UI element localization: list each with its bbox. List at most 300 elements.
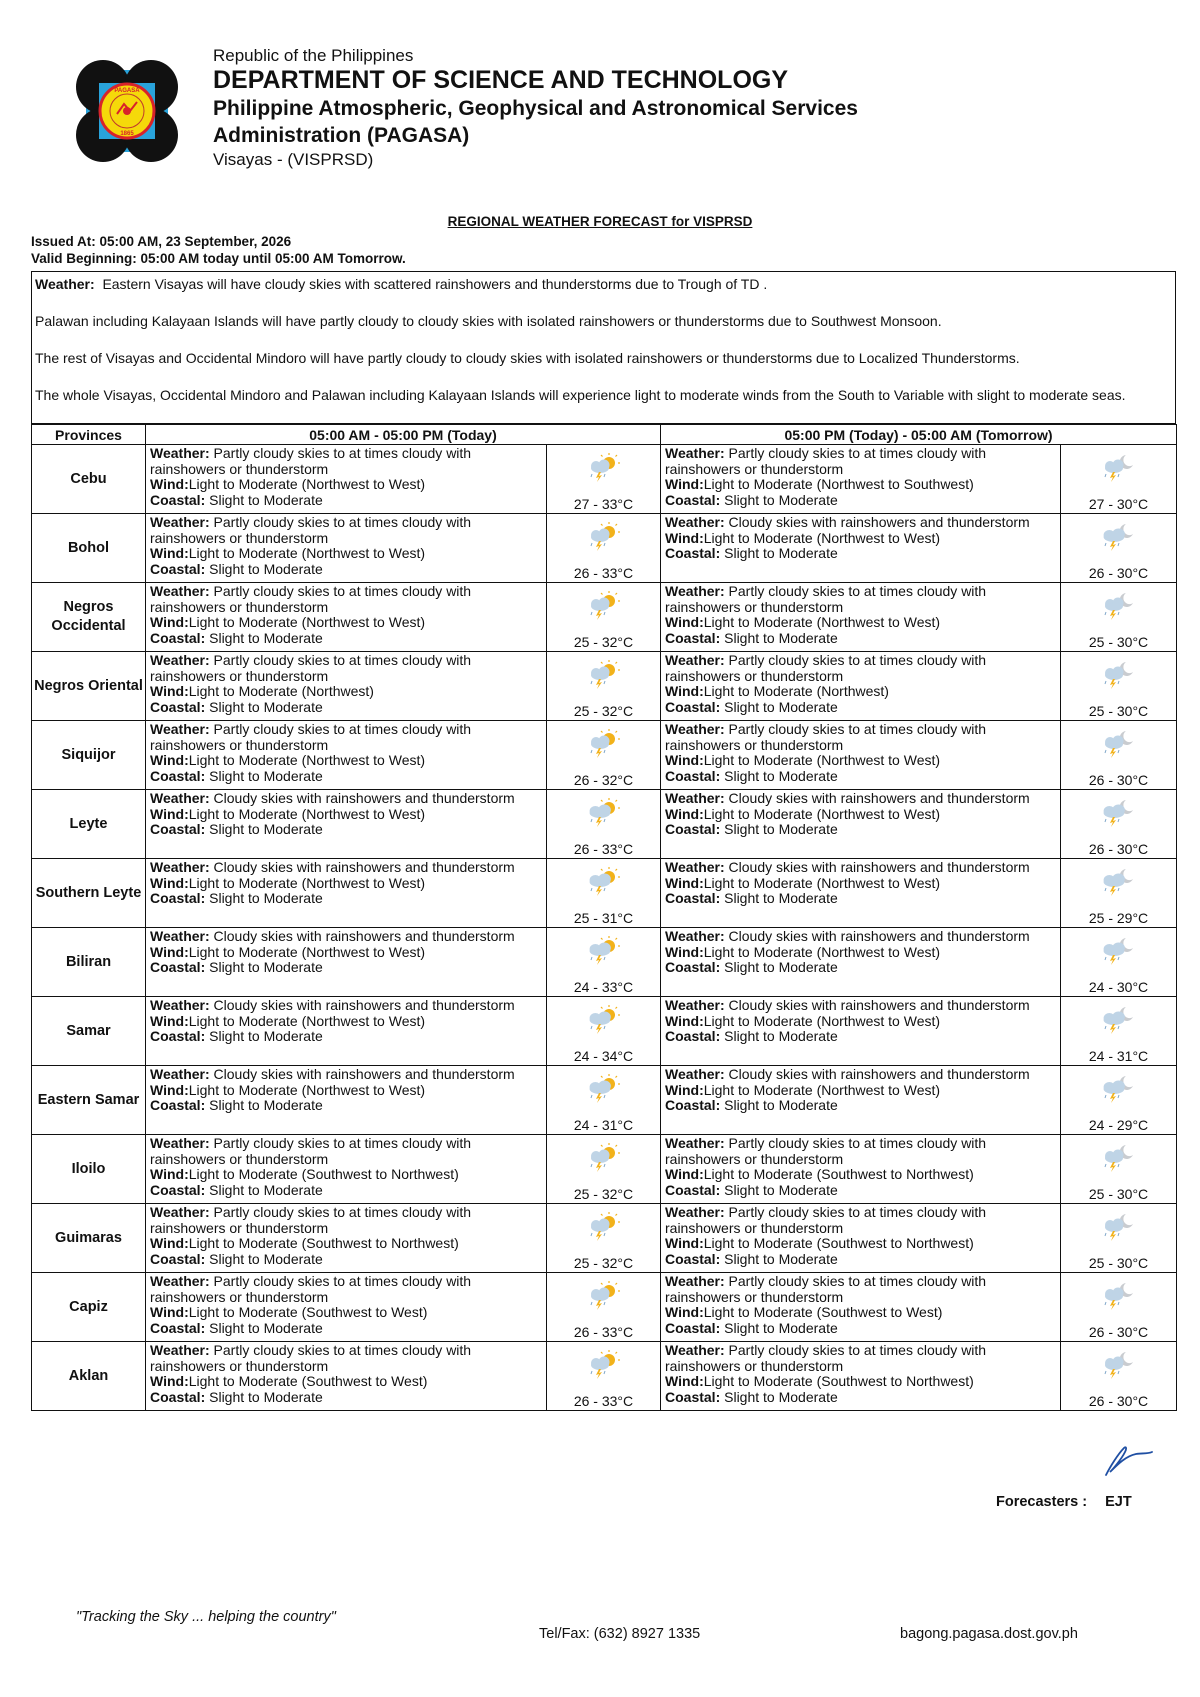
day-temperature: 27 - 33°C — [573, 496, 634, 512]
field-value: Light to Moderate (Southwest to West) — [703, 1304, 943, 1320]
day-forecast — [146, 790, 547, 859]
field-value: Light to Moderate (Northwest to West) — [703, 874, 941, 891]
day-forecast — [146, 514, 547, 583]
field-label: Weather: — [665, 652, 725, 668]
field-value: Slight to Moderate — [209, 491, 323, 508]
day-icon-temp — [547, 583, 661, 652]
field-label: Weather: — [665, 1066, 725, 1082]
tagline: "Tracking the Sky ... helping the country" — [76, 1609, 336, 1625]
field-label: Weather: — [150, 1135, 210, 1151]
night-icon-temp — [1061, 1204, 1177, 1273]
day-icon-temp — [547, 445, 661, 514]
day-forecast — [146, 721, 547, 790]
letterhead — [213, 46, 1113, 170]
field-label: Weather: — [665, 721, 725, 737]
field-value: Light to Moderate (Northwest to West) — [703, 1081, 941, 1098]
summary-label: Weather: — [35, 276, 95, 292]
field-value: Cloudy skies with rainshowers and thunderstorm — [213, 928, 515, 944]
partly-cloudy-sun-thunder-icon — [585, 660, 621, 690]
night-forecast — [661, 1204, 1061, 1273]
night-temperature: 26 - 30°C — [1088, 841, 1149, 857]
day-temperature: 25 - 31°C — [573, 910, 634, 926]
day-temperature: 26 - 33°C — [573, 1324, 634, 1340]
table-row — [32, 721, 1177, 790]
night-icon-temp — [1061, 652, 1177, 721]
field-value: Partly cloudy skies to at times cloudy with rainshowers or thunderstorm — [665, 1342, 987, 1374]
field-value: Slight to Moderate — [209, 1250, 323, 1267]
field-label: Wind: — [150, 1373, 189, 1389]
field-value: Light to Moderate (Northwest to West) — [188, 1081, 426, 1098]
day-temperature: 24 - 34°C — [573, 1048, 634, 1064]
cloudy-moon-thunder-icon — [1099, 936, 1135, 966]
field-label: Weather: — [665, 514, 725, 530]
field-value: Slight to Moderate — [724, 1028, 838, 1044]
field-label: Weather: — [150, 1342, 210, 1358]
department-name: DEPARTMENT OF SCIENCE AND TECHNOLOGY — [213, 66, 789, 94]
night-forecast — [661, 514, 1061, 583]
table-row — [32, 790, 1177, 859]
province-name: Negros Occidental — [32, 583, 146, 652]
field-value: Slight to Moderate — [724, 890, 838, 906]
field-value: Light to Moderate (Northwest to West) — [703, 943, 941, 960]
field-value: Slight to Moderate — [724, 1097, 838, 1113]
field-label: Weather: — [150, 1273, 210, 1289]
report-title: REGIONAL WEATHER FORECAST for VISPRSD — [447, 214, 753, 229]
partly-cloudy-moon-thunder-icon — [1099, 591, 1135, 621]
office-name: Visayas - (VISPRSD) — [213, 150, 374, 169]
night-forecast — [661, 1273, 1061, 1342]
field-value: Cloudy skies with rainshowers and thunderstorm — [213, 859, 515, 875]
field-label: Weather: — [150, 583, 210, 599]
day-temperature: 26 - 33°C — [573, 565, 634, 581]
cloudy-moon-thunder-icon — [1099, 798, 1135, 828]
agency-name-line2: Administration (PAGASA) — [213, 124, 470, 147]
field-label: Weather: — [150, 721, 210, 737]
field-label: Coastal: — [665, 1250, 721, 1267]
cloudy-moon-thunder-icon — [1099, 522, 1135, 552]
day-forecast — [146, 1273, 547, 1342]
table-row — [32, 1066, 1177, 1135]
province-name: Iloilo — [32, 1135, 146, 1204]
field-value: Slight to Moderate — [724, 1250, 838, 1267]
field-value: Slight to Moderate — [209, 1028, 323, 1044]
field-value: Cloudy skies with rainshowers and thunderstorm — [728, 997, 1030, 1013]
night-temperature: 25 - 29°C — [1088, 910, 1149, 926]
field-label: Wind: — [150, 476, 189, 492]
province-name: Capiz — [32, 1273, 146, 1342]
field-value: Slight to Moderate — [724, 545, 838, 561]
field-value: Partly cloudy skies to at times cloudy with rainshowers or thunderstorm — [150, 1204, 472, 1236]
cloudy-moon-thunder-icon — [1099, 1005, 1135, 1035]
field-label: Weather: — [150, 652, 210, 668]
field-value: Partly cloudy skies to at times cloudy with rainshowers or thunderstorm — [665, 721, 987, 753]
table-row — [32, 928, 1177, 997]
province-name: Samar — [32, 997, 146, 1066]
day-forecast — [146, 652, 547, 721]
field-label: Weather: — [150, 1066, 210, 1082]
field-value: Slight to Moderate — [724, 629, 838, 646]
day-temperature: 26 - 33°C — [573, 1393, 634, 1409]
night-forecast — [661, 445, 1061, 514]
day-temperature: 24 - 31°C — [573, 1117, 634, 1133]
night-icon-temp — [1061, 514, 1177, 583]
day-temperature: 26 - 32°C — [573, 772, 634, 788]
partly-cloudy-sun-thunder-icon — [585, 1143, 621, 1173]
day-forecast — [146, 928, 547, 997]
field-label: Wind: — [665, 529, 704, 546]
field-value: Partly cloudy skies to at times cloudy with rainshowers or thunderstorm — [150, 652, 472, 684]
field-value: Light to Moderate (Northwest) — [703, 683, 889, 699]
field-label: Coastal: — [150, 1319, 206, 1336]
summary-paragraph-1: Eastern Visayas will have cloudy skies with scattered rainshowers and thunderstorms due to Trough of TD . — [102, 276, 768, 292]
forecaster-signature — [1096, 1442, 1154, 1478]
cloudy-sun-thunder-icon — [585, 936, 621, 966]
field-label: Wind: — [150, 874, 189, 891]
cloudy-sun-thunder-icon — [585, 1005, 621, 1035]
field-value: Light to Moderate (Northwest to West) — [703, 805, 941, 822]
field-value: Light to Moderate (Northwest to Southwest) — [703, 476, 974, 492]
field-label: Wind: — [665, 1166, 704, 1182]
field-value: Light to Moderate (Northwest to West) — [703, 614, 941, 630]
province-name: Negros Oriental — [32, 652, 146, 721]
night-temperature: 25 - 30°C — [1088, 634, 1149, 650]
field-value: Light to Moderate (Northwest to West) — [188, 614, 426, 630]
field-value: Slight to Moderate — [724, 767, 838, 784]
night-icon-temp — [1061, 1066, 1177, 1135]
field-value: Light to Moderate (Northwest to West) — [703, 529, 941, 546]
night-icon-temp — [1061, 1273, 1177, 1342]
day-icon-temp — [547, 928, 661, 997]
field-label: Coastal: — [150, 491, 206, 508]
field-label: Wind: — [150, 1235, 189, 1251]
field-label: Weather: — [150, 445, 210, 461]
field-label: Wind: — [665, 476, 704, 492]
field-label: Coastal: — [150, 767, 206, 784]
night-temperature: 25 - 30°C — [1088, 703, 1149, 719]
field-value: Cloudy skies with rainshowers and thunderstorm — [728, 514, 1030, 530]
field-label: Wind: — [150, 683, 189, 699]
day-icon-temp — [547, 790, 661, 859]
field-label: Weather: — [665, 790, 725, 806]
table-row — [32, 445, 1177, 514]
night-forecast — [661, 928, 1061, 997]
night-icon-temp — [1061, 721, 1177, 790]
header-night-period: 05:00 PM (Today) - 05:00 AM (Tomorrow) — [661, 425, 1177, 445]
field-value: Light to Moderate (Southwest to West) — [188, 1304, 428, 1320]
table-row — [32, 514, 1177, 583]
field-value: Light to Moderate (Southwest to Northwest) — [188, 1235, 459, 1251]
field-label: Coastal: — [150, 1097, 206, 1113]
field-value: Slight to Moderate — [209, 1097, 323, 1113]
night-forecast — [661, 721, 1061, 790]
field-label: Coastal: — [665, 1097, 721, 1113]
header-provinces: Provinces — [32, 425, 146, 445]
weather-summary — [31, 271, 1176, 424]
night-forecast — [661, 859, 1061, 928]
field-label: Weather: — [150, 997, 210, 1013]
field-value: Slight to Moderate — [724, 1319, 838, 1336]
field-label: Weather: — [150, 514, 210, 530]
field-label: Coastal: — [150, 1250, 206, 1267]
field-value: Partly cloudy skies to at times cloudy with rainshowers or thunderstorm — [150, 721, 472, 753]
field-value: Partly cloudy skies to at times cloudy with rainshowers or thunderstorm — [665, 1273, 987, 1305]
svg-text:PAGASA: PAGASA — [114, 88, 140, 94]
field-value: Partly cloudy skies to at times cloudy with rainshowers or thunderstorm — [665, 1135, 987, 1167]
night-forecast — [661, 997, 1061, 1066]
field-label: Wind: — [150, 1304, 189, 1320]
day-icon-temp — [547, 721, 661, 790]
cloudy-sun-thunder-icon — [585, 798, 621, 828]
province-name: Aklan — [32, 1342, 146, 1411]
field-label: Weather: — [665, 928, 725, 944]
province-name: Cebu — [32, 445, 146, 514]
night-icon-temp — [1061, 859, 1177, 928]
field-value: Partly cloudy skies to at times cloudy with rainshowers or thunderstorm — [150, 514, 472, 546]
field-label: Wind: — [665, 874, 704, 891]
issuance-info — [31, 233, 406, 267]
field-value: Light to Moderate (Southwest to Northwest) — [703, 1373, 974, 1389]
field-label: Wind: — [665, 1373, 704, 1389]
partly-cloudy-sun-thunder-icon — [585, 729, 621, 759]
day-temperature: 24 - 33°C — [573, 979, 634, 995]
svg-text:1865: 1865 — [120, 131, 134, 137]
field-value: Cloudy skies with rainshowers and thunderstorm — [728, 1066, 1030, 1082]
partly-cloudy-moon-thunder-icon — [1099, 1212, 1135, 1242]
night-forecast — [661, 652, 1061, 721]
partly-cloudy-moon-thunder-icon — [1099, 660, 1135, 690]
day-forecast — [146, 859, 547, 928]
night-temperature: 25 - 30°C — [1088, 1186, 1149, 1202]
day-icon-temp — [547, 1204, 661, 1273]
night-forecast — [661, 1066, 1061, 1135]
forecasters — [996, 1494, 1132, 1510]
issued-at: Issued At: 05:00 AM, 23 September, 2026 — [31, 234, 292, 249]
cloudy-moon-thunder-icon — [1099, 1074, 1135, 1104]
field-value: Light to Moderate (Southwest to West) — [188, 1373, 428, 1389]
field-label: Wind: — [150, 614, 189, 630]
partly-cloudy-sun-thunder-icon — [585, 522, 621, 552]
republic-line: Republic of the Philippines — [213, 46, 414, 65]
field-label: Wind: — [150, 752, 189, 768]
field-label: Coastal: — [665, 1388, 721, 1405]
website: bagong.pagasa.dost.gov.ph — [900, 1626, 1078, 1642]
field-value: Light to Moderate (Northwest to West) — [703, 1012, 941, 1029]
field-label: Coastal: — [150, 959, 206, 975]
day-temperature: 26 - 33°C — [573, 841, 634, 857]
field-label: Wind: — [665, 805, 704, 822]
field-value: Slight to Moderate — [724, 1388, 838, 1405]
cloudy-sun-thunder-icon — [585, 1074, 621, 1104]
province-name: Bohol — [32, 514, 146, 583]
field-value: Partly cloudy skies to at times cloudy with rainshowers or thunderstorm — [665, 652, 987, 684]
province-name: Leyte — [32, 790, 146, 859]
field-label: Coastal: — [665, 1028, 721, 1044]
field-value: Partly cloudy skies to at times cloudy with rainshowers or thunderstorm — [150, 445, 472, 477]
summary-paragraph-4: The whole Visayas, Occidental Mindoro and Palawan including Kalayaan Islands will experience light to moderate winds from the South to Variable with slight to moderate seas. — [35, 387, 1126, 403]
field-value: Slight to Moderate — [209, 560, 323, 577]
table-row — [32, 583, 1177, 652]
province-name: Siquijor — [32, 721, 146, 790]
field-value: Slight to Moderate — [209, 1388, 323, 1405]
field-label: Weather: — [665, 859, 725, 875]
night-forecast — [661, 790, 1061, 859]
field-label: Coastal: — [665, 1319, 721, 1336]
field-value: Partly cloudy skies to at times cloudy with rainshowers or thunderstorm — [150, 1342, 472, 1374]
day-temperature: 25 - 32°C — [573, 1186, 634, 1202]
field-label: Coastal: — [665, 821, 721, 837]
day-temperature: 25 - 32°C — [573, 634, 634, 650]
field-label: Coastal: — [150, 560, 206, 577]
field-value: Cloudy skies with rainshowers and thunderstorm — [728, 859, 1030, 875]
table-row — [32, 1135, 1177, 1204]
day-icon-temp — [547, 1135, 661, 1204]
partly-cloudy-moon-thunder-icon — [1099, 1350, 1135, 1380]
field-value: Light to Moderate (Northwest to West) — [188, 752, 426, 768]
field-label: Weather: — [665, 1135, 725, 1151]
field-value: Slight to Moderate — [724, 491, 838, 508]
field-label: Coastal: — [665, 890, 721, 906]
field-label: Wind: — [665, 1081, 704, 1098]
night-temperature: 24 - 29°C — [1088, 1117, 1149, 1133]
field-label: Weather: — [150, 1204, 210, 1220]
field-label: Wind: — [665, 752, 704, 768]
field-label: Wind: — [665, 614, 704, 630]
day-temperature: 25 - 32°C — [573, 1255, 634, 1271]
table-row — [32, 1273, 1177, 1342]
field-value: Slight to Moderate — [724, 959, 838, 975]
day-icon-temp — [547, 1066, 661, 1135]
day-icon-temp — [547, 514, 661, 583]
field-value: Slight to Moderate — [209, 629, 323, 646]
field-label: Coastal: — [150, 698, 206, 715]
field-value: Cloudy skies with rainshowers and thunderstorm — [728, 790, 1030, 806]
field-label: Coastal: — [665, 698, 721, 715]
province-name: Biliran — [32, 928, 146, 997]
field-label: Coastal: — [150, 821, 206, 837]
valid-period: Valid Beginning: 05:00 AM today until 05:00 AM Tomorrow. — [31, 251, 406, 266]
night-temperature: 24 - 31°C — [1088, 1048, 1149, 1064]
field-label: Weather: — [150, 859, 210, 875]
tel-fax: Tel/Fax: (632) 8927 1335 — [539, 1626, 701, 1642]
night-icon-temp — [1061, 445, 1177, 514]
table-row — [32, 997, 1177, 1066]
field-value: Slight to Moderate — [209, 890, 323, 906]
day-forecast — [146, 445, 547, 514]
day-icon-temp — [547, 1342, 661, 1411]
field-value: Light to Moderate (Southwest to Northwest) — [703, 1166, 974, 1182]
province-name: Guimaras — [32, 1204, 146, 1273]
table-row — [32, 1342, 1177, 1411]
field-value: Slight to Moderate — [724, 698, 838, 715]
field-label: Wind: — [150, 805, 189, 822]
field-label: Weather: — [665, 1342, 725, 1358]
day-forecast — [146, 1066, 547, 1135]
field-value: Light to Moderate (Southwest to Northwest) — [703, 1235, 974, 1251]
field-label: Wind: — [150, 545, 189, 561]
field-label: Coastal: — [665, 629, 721, 646]
summary-paragraph-3: The rest of Visayas and Occidental Mindoro will have partly cloudy to cloudy skies with isolated rainshowers or thunderstorms due to Localized Thunderstorms. — [35, 350, 1020, 366]
night-icon-temp — [1061, 1135, 1177, 1204]
field-value: Partly cloudy skies to at times cloudy with rainshowers or thunderstorm — [150, 1135, 472, 1167]
province-name: Eastern Samar — [32, 1066, 146, 1135]
night-temperature: 27 - 30°C — [1088, 496, 1149, 512]
night-icon-temp — [1061, 928, 1177, 997]
field-label: Coastal: — [150, 629, 206, 646]
field-label: Coastal: — [665, 1181, 721, 1198]
night-temperature: 26 - 30°C — [1088, 1324, 1149, 1340]
field-label: Wind: — [150, 943, 189, 960]
night-icon-temp — [1061, 1342, 1177, 1411]
field-label: Wind: — [150, 1081, 189, 1098]
field-label: Coastal: — [665, 959, 721, 975]
field-value: Slight to Moderate — [209, 767, 323, 784]
field-label: Wind: — [665, 683, 704, 699]
field-value: Slight to Moderate — [209, 959, 323, 975]
partly-cloudy-sun-thunder-icon — [585, 1350, 621, 1380]
field-label: Coastal: — [150, 1181, 206, 1198]
partly-cloudy-moon-thunder-icon — [1099, 453, 1135, 483]
night-forecast — [661, 1342, 1061, 1411]
night-temperature: 24 - 30°C — [1088, 979, 1149, 995]
field-value: Partly cloudy skies to at times cloudy with rainshowers or thunderstorm — [665, 445, 987, 477]
day-icon-temp — [547, 997, 661, 1066]
field-value: Light to Moderate (Northwest) — [188, 683, 374, 699]
field-value: Cloudy skies with rainshowers and thunderstorm — [213, 1066, 515, 1082]
field-label: Coastal: — [665, 491, 721, 508]
night-icon-temp — [1061, 997, 1177, 1066]
day-temperature: 25 - 32°C — [573, 703, 634, 719]
pagasa-logo — [72, 56, 182, 166]
night-icon-temp — [1061, 583, 1177, 652]
field-label: Weather: — [665, 1273, 725, 1289]
forecasters-initials: EJT — [1105, 1494, 1132, 1510]
night-temperature: 26 - 30°C — [1088, 1393, 1149, 1409]
night-temperature: 26 - 30°C — [1088, 565, 1149, 581]
field-value: Slight to Moderate — [209, 1181, 323, 1198]
night-temperature: 26 - 30°C — [1088, 772, 1149, 788]
field-label: Wind: — [150, 1012, 189, 1029]
field-value: Slight to Moderate — [724, 1181, 838, 1198]
day-forecast — [146, 1342, 547, 1411]
field-value: Cloudy skies with rainshowers and thunderstorm — [213, 997, 515, 1013]
field-value: Partly cloudy skies to at times cloudy with rainshowers or thunderstorm — [150, 583, 472, 615]
partly-cloudy-sun-thunder-icon — [585, 1281, 621, 1311]
field-label: Weather: — [665, 1204, 725, 1220]
day-forecast — [146, 1135, 547, 1204]
field-value: Light to Moderate (Northwest to West) — [188, 476, 426, 492]
night-forecast — [661, 1135, 1061, 1204]
day-icon-temp — [547, 859, 661, 928]
field-label: Weather: — [150, 928, 210, 944]
field-label: Coastal: — [150, 1028, 206, 1044]
night-temperature: 25 - 30°C — [1088, 1255, 1149, 1271]
night-icon-temp — [1061, 790, 1177, 859]
field-label: Coastal: — [150, 1388, 206, 1405]
forecast-table — [31, 424, 1177, 1411]
field-value: Partly cloudy skies to at times cloudy with rainshowers or thunderstorm — [665, 1204, 987, 1236]
field-label: Coastal: — [665, 545, 721, 561]
field-value: Light to Moderate (Northwest to West) — [188, 943, 426, 960]
field-label: Wind: — [665, 1304, 704, 1320]
partly-cloudy-moon-thunder-icon — [1099, 1143, 1135, 1173]
field-value: Slight to Moderate — [209, 1319, 323, 1336]
field-value: Light to Moderate (Northwest to West) — [188, 545, 426, 561]
field-value: Light to Moderate (Northwest to West) — [188, 1012, 426, 1029]
header-day-period: 05:00 AM - 05:00 PM (Today) — [146, 425, 661, 445]
field-label: Wind: — [665, 1012, 704, 1029]
field-label: Weather: — [665, 997, 725, 1013]
day-forecast — [146, 997, 547, 1066]
